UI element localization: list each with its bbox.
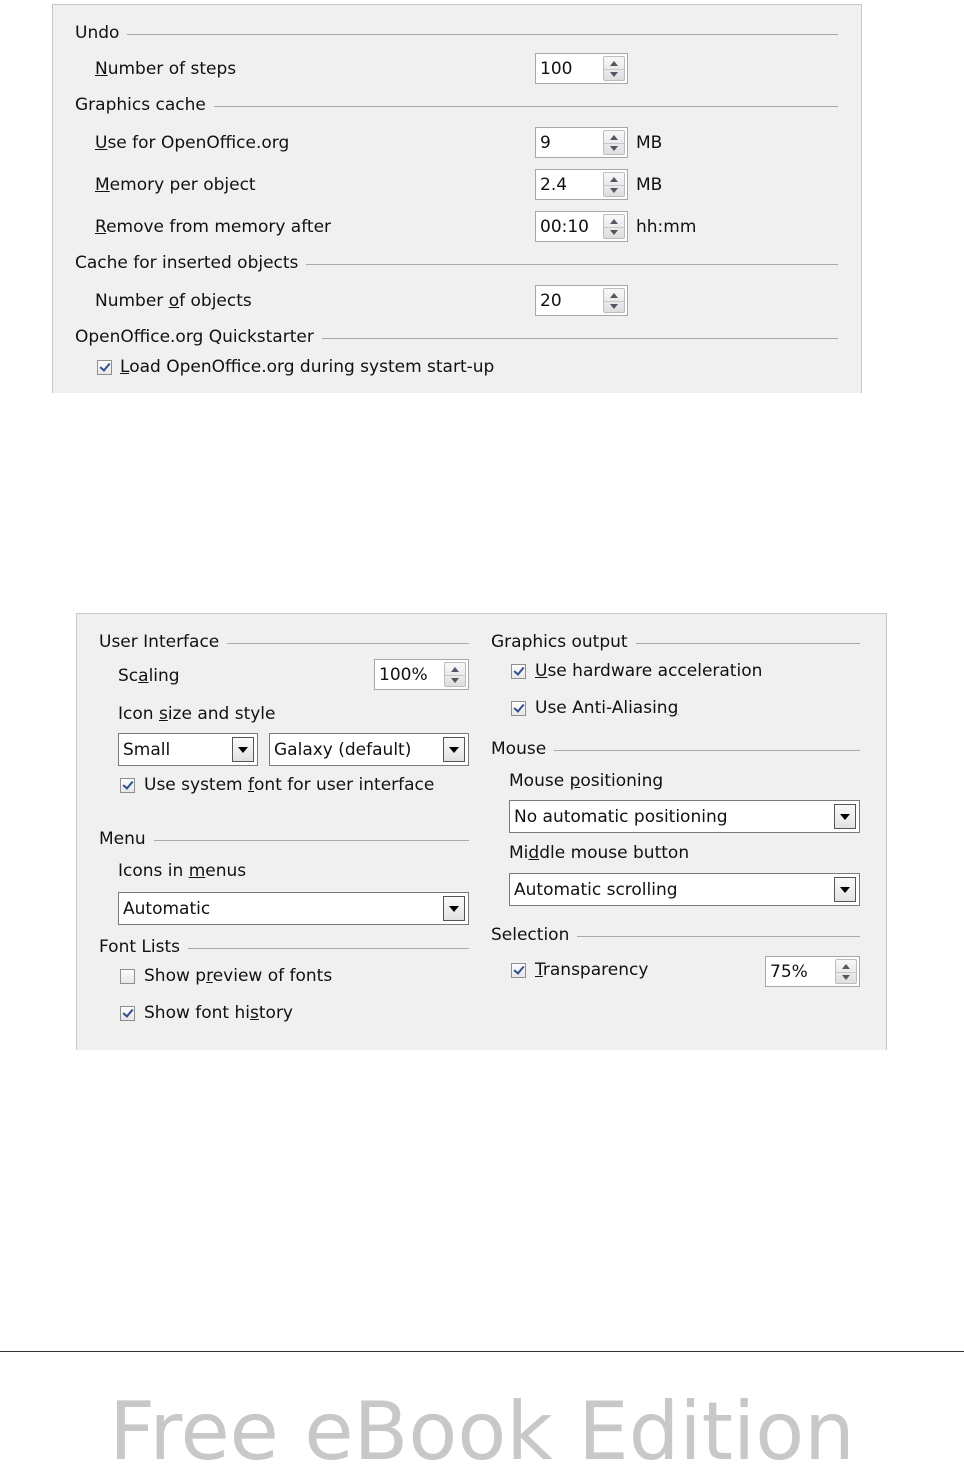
section-divider	[214, 106, 838, 107]
mouse-positioning-value: No automatic positioning	[514, 807, 728, 827]
user-interface-section-title: User Interface	[99, 632, 220, 652]
show-preview-fonts-checkbox[interactable]	[120, 969, 135, 984]
spin-down-icon[interactable]	[604, 185, 624, 197]
icon-style-dropdown[interactable]	[269, 733, 469, 766]
spin-down-icon[interactable]	[604, 227, 624, 239]
undo-section-title: Undo	[75, 23, 120, 43]
remove-from-memory-label: Remove from memory after	[95, 217, 332, 237]
hardware-acceleration-checkbox[interactable]	[511, 664, 526, 679]
transparency-spinbox[interactable]	[765, 956, 860, 987]
show-font-history-checkbox[interactable]	[120, 1006, 135, 1021]
icon-size-value: Small	[123, 740, 171, 760]
undo-section-header	[75, 22, 838, 44]
chevron-down-icon[interactable]	[443, 896, 465, 921]
hardware-acceleration-label: Use hardware acceleration	[535, 661, 763, 681]
chevron-down-icon[interactable]	[232, 737, 254, 762]
font-lists-section-header	[99, 936, 469, 958]
memory-per-object-unit: MB	[636, 175, 663, 195]
menu-section-title: Menu	[99, 829, 146, 849]
cache-inserted-objects-section-header	[75, 252, 838, 274]
middle-mouse-button-value: Automatic scrolling	[514, 880, 678, 900]
memory-per-object-spinbox[interactable]	[535, 169, 628, 200]
cache-inserted-objects-section-title: Cache for inserted objects	[75, 253, 299, 273]
icon-size-style-label: Icon size and style	[118, 704, 276, 724]
menu-section-header	[99, 828, 469, 850]
quickstarter-section-header	[75, 326, 838, 348]
spin-down-icon[interactable]	[836, 972, 856, 984]
free-ebook-watermark: Free eBook Edition	[109, 1385, 855, 1478]
quickstarter-section-title: OpenOffice.org Quickstarter	[75, 327, 314, 347]
middle-mouse-button-dropdown[interactable]	[509, 873, 860, 906]
use-for-openoffice-value: 9	[540, 133, 551, 153]
graphics-output-section-header	[491, 631, 860, 653]
graphics-cache-section-title: Graphics cache	[75, 95, 206, 115]
anti-aliasing-label: Use Anti-Aliasing	[535, 698, 679, 718]
scaling-label: Scaling	[118, 666, 180, 686]
remove-from-memory-unit: hh:mm	[636, 217, 697, 237]
number-of-objects-label: Number of objects	[95, 291, 252, 311]
memory-per-object-label: Memory per object	[95, 175, 256, 195]
memory-options-panel	[52, 4, 862, 393]
load-during-startup-label: Load OpenOffice.org during system start-up	[120, 357, 495, 377]
section-divider	[306, 264, 838, 265]
selection-section-title: Selection	[491, 925, 570, 945]
section-divider	[577, 936, 860, 937]
mouse-positioning-label: Mouse positioning	[509, 771, 664, 791]
mouse-positioning-dropdown[interactable]	[509, 800, 860, 833]
show-preview-fonts-label: Show preview of fonts	[144, 966, 333, 986]
use-for-openoffice-label: Use for OpenOffice.org	[95, 133, 290, 153]
transparency-value: 75%	[770, 962, 808, 982]
section-divider	[154, 840, 469, 841]
icons-in-menus-value: Automatic	[123, 899, 211, 919]
chevron-down-icon[interactable]	[443, 737, 465, 762]
spin-down-icon[interactable]	[604, 69, 624, 81]
show-font-history-label: Show font history	[144, 1003, 293, 1023]
section-divider	[127, 34, 838, 35]
number-of-steps-value: 100	[540, 59, 573, 79]
middle-mouse-button-label: Middle mouse button	[509, 843, 690, 863]
spin-down-icon[interactable]	[445, 675, 465, 687]
section-divider	[636, 643, 860, 644]
remove-from-memory-spinbox[interactable]	[535, 211, 628, 242]
mouse-section-title: Mouse	[491, 739, 547, 759]
use-for-openoffice-unit: MB	[636, 133, 663, 153]
section-divider	[322, 338, 838, 339]
chevron-down-icon[interactable]	[834, 804, 856, 829]
icon-style-value: Galaxy (default)	[274, 740, 412, 760]
system-font-checkbox[interactable]	[120, 778, 135, 793]
number-of-steps-spinbox[interactable]	[535, 53, 628, 84]
icons-in-menus-dropdown[interactable]	[118, 892, 469, 925]
font-lists-section-title: Font Lists	[99, 937, 180, 957]
graphics-cache-section-header	[75, 94, 838, 116]
transparency-checkbox[interactable]	[511, 963, 526, 978]
section-divider	[227, 643, 469, 644]
number-of-objects-spinbox[interactable]	[535, 285, 628, 316]
section-divider	[188, 948, 469, 949]
use-for-openoffice-spinbox[interactable]	[535, 127, 628, 158]
user-interface-section-header	[99, 631, 469, 653]
number-of-objects-value: 20	[540, 291, 562, 311]
load-during-startup-checkbox[interactable]	[97, 360, 112, 375]
transparency-label: Transparency	[535, 960, 649, 980]
selection-section-header	[491, 924, 860, 946]
mouse-section-header	[491, 738, 860, 760]
section-divider	[554, 750, 860, 751]
footer-divider	[0, 1351, 964, 1352]
system-font-label: Use system font for user interface	[144, 775, 435, 795]
chevron-down-icon[interactable]	[834, 877, 856, 902]
icons-in-menus-label: Icons in menus	[118, 861, 247, 881]
spin-down-icon[interactable]	[604, 301, 624, 313]
scaling-spinbox[interactable]	[374, 659, 469, 690]
spin-down-icon[interactable]	[604, 143, 624, 155]
remove-from-memory-value: 00:10	[540, 217, 589, 237]
memory-per-object-value: 2.4	[540, 175, 568, 195]
anti-aliasing-checkbox[interactable]	[511, 701, 526, 716]
view-options-panel	[76, 613, 887, 1050]
icon-size-dropdown[interactable]	[118, 733, 258, 766]
number-of-steps-label: Number of steps	[95, 59, 237, 79]
graphics-output-section-title: Graphics output	[491, 632, 628, 652]
scaling-value: 100%	[379, 665, 428, 685]
